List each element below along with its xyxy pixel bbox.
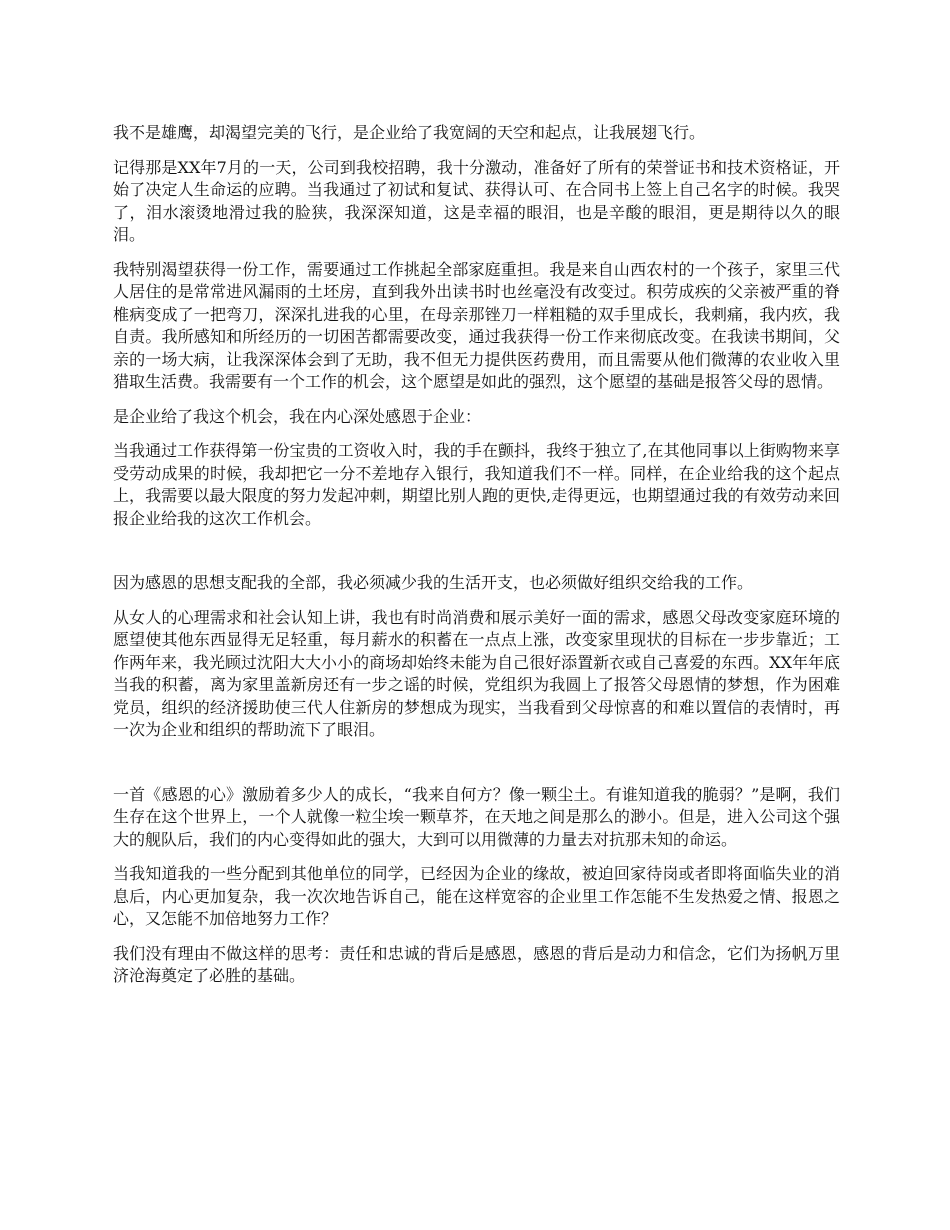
paragraph-6: 因为感恩的思想支配我的全部，我必须减少我的生活开支，也必须做好组织交给我的工作。: [113, 573, 754, 592]
paragraph-1: 我不是雄鹰，却渴望完美的飞行，是企业给了我宽阔的天空和起点，让我展翅飞行。: [113, 123, 706, 142]
paragraph-10: 我们没有理由不做这样的思考：责任和忠诚的背后是感恩，感恩的背后是动力和信念，它们为扬帆万里济沧海奠定了必胜的基础。: [113, 943, 840, 985]
paragraph-8: 一首《感恩的心》激励着多少人的成长，“我来自何方？像一颗尘土。有谁知道我的脆弱？”是啊，我们生存在这个世界上，一个人就像一粒尘埃一颗草芥，在天地之间是那么的渺小。但是，进入公司这个强大的舰队后，我们的内心变得如此的强大，大到可以用微薄的力量去对抗那未知的命运。: [113, 784, 840, 849]
paragraph-spacer: [113, 754, 840, 784]
paragraph-spacer: [113, 542, 840, 572]
paragraph-3: 我特别渴望获得一份工作，需要通过工作挑起全部家庭重担。我是来自山西农村的一个孩子，家里三代人居住的是常常进风漏雨的土坯房，直到我外出读书时也丝毫没有改变过。积劳成疾的父亲被严重的脊椎病变成了一把弯刀，深深扎进我的心里，在母亲那锉刀一样粗糙的双手里成长，我刺痛，我内疚，我自责。我所感知和所经历的一切困苦都需要改变，通过我获得一份工作来彻底改变。在我读书期间，父亲的一场大病，让我深深体会到了无助，我不但无力提供医药费用，而且需要从他们微薄的农业收入里猎取生活费。我需要有一个工作的机会，这个愿望是如此的强烈，这个愿望的基础是报答父母的恩情。: [113, 259, 840, 391]
document-body: [113, 122, 840, 1000]
paragraph-7: 从女人的心理需求和社会认知上讲，我也有时尚消费和展示美好一面的需求，感恩父母改变家庭环境的愿望使其他东西显得无足轻重，每月薪水的积蓄在一点点上涨，改变家里现状的目标在一步步靠近；工作两年来，我光顾过沈阳大大小小的商场却始终未能为自己很好添置新衣或自己喜爱的东西。XX年年底当我的积蓄，离为家里盖新房还有一步之谣的时候，党组织为我圆上了报答父母恩情的梦想，作为困难党员，组织的经济援助使三代人住新房的梦想成为现实，当我看到父母惊喜的和难以置信的表情时，再一次为企业和组织的帮助流下了眼泪。: [113, 607, 840, 739]
paragraph-9: 当我知道我的一些分配到其他单位的同学，已经因为企业的缘故，被迫回家待岗或者即将面临失业的消息后，内心更加复杂，我一次次地告诉自己，能在这样宽容的企业里工作怎能不生发热爱之情、报恩之心，又怎能不加倍地努力工作？: [113, 864, 840, 928]
paragraph-4: 是企业给了我这个机会，我在内心深处感恩于企业：: [113, 406, 482, 426]
paragraph-5: 当我通过工作获得第一份宝贵的工资收入时，我的手在颤抖，我终于独立了,在其他同事以上街购物来享受劳动成果的时候，我却把它一分不差地存入银行，我知道我们不一样。同样，在企业给我的这个起点上，我需要以最大限度的努力发起冲刺，期望比别人跑的更快,走得更远，也期望通过我的有效劳动来回报企业给我的这次工作机会。: [113, 441, 840, 528]
paragraph-2: 记得那是XX年7月的一天，公司到我校招聘，我十分激动，准备好了所有的荣誉证书和技术资格证，开始了决定人生命运的应聘。当我通过了初试和复试、获得认可、在合同书上签上自己名字的时候。我哭了，泪水滚烫地滑过我的脸狭，我深深知道，这是幸福的眼泪，也是辛酸的眼泪，更是期待以久的眼泪。: [113, 157, 840, 244]
